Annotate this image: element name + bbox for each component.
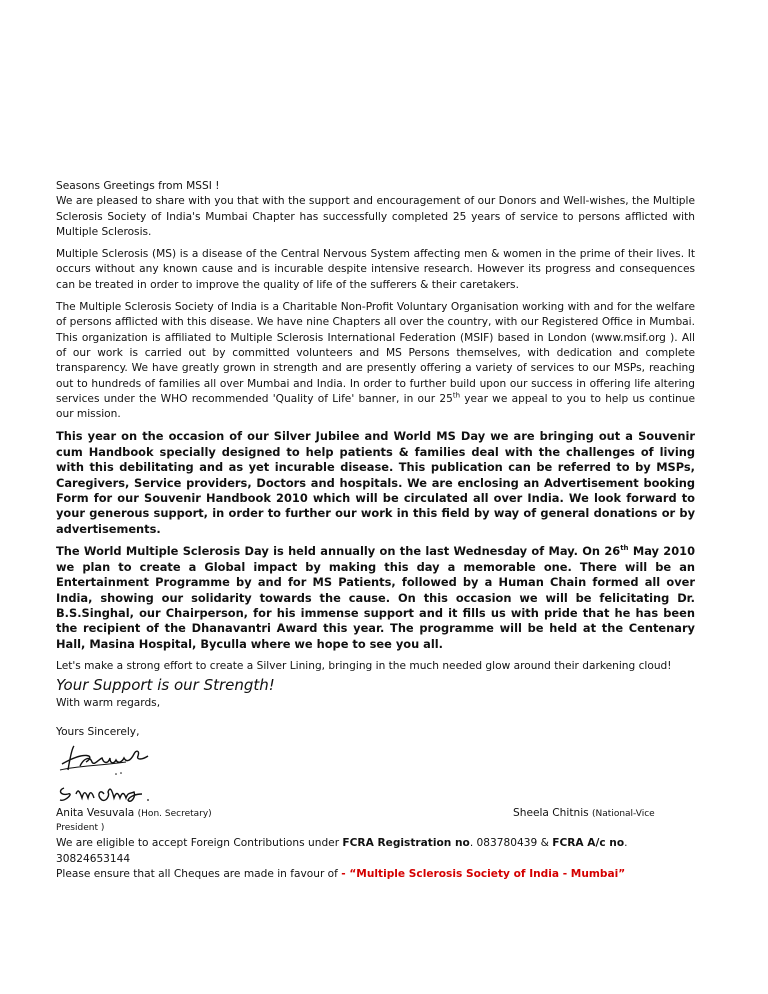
cheque-payee: - “Multiple Sclerosis Society of India - Mumbai”: [341, 867, 626, 880]
signatory-2-role-continued: President ): [56, 823, 105, 834]
signature-vesuvala: [56, 740, 166, 780]
jubilee-paragraph: This year on the occasion of our Silver Jubilee and World MS Day we are bringing out a Souvenir cum Handbook specially designed to help patients & families deal with the challenges of living with this debilitating and as yet incurable disease. This publication can be referred to by MSPs, Caregivers, Service providers, Doctors and hospitals. We are enclosing an Advertisement booking Form for our Souvenir Handbook 2010 which will be circulated all over India. We look forward to your generous support, in order to further our work in this field by way of general donations or by advertisements.: [56, 429, 695, 536]
signature-chitnis: [56, 780, 166, 806]
sincerely: Yours Sincerely,: [56, 725, 140, 738]
silver-lining-paragraph: Let's make a strong effort to create a Silver Lining, bringing in the much needed glow around their darkening cloud!: [56, 660, 672, 673]
signatories-row: [56, 806, 695, 821]
slogan: Your Support is our Strength!: [56, 676, 275, 695]
fcra-line: We are eligible to accept Foreign Contributions under FCRA Registration no. 083780439 & FCRA A/c no. 30824653144: [56, 837, 628, 865]
cheque-line: Please ensure that all Cheques are made in favour of - “Multiple Sclerosis Society of India - Mumbai”: [56, 867, 626, 880]
signatory-1: Anita Vesuvala (Hon. Secretary): [56, 807, 212, 820]
ms-day-paragraph: The World Multiple Sclerosis Day is held annually on the last Wednesday of May. On 26th May 2010 we plan to create a Global impact by making this day a memorable one. There will be an Entertainment Programme by and for MS Patients, followed by a Human Chain formed all over India, showing our solidarity towards the cause. On this occasion we will be felicitating Dr. B.S.Singhal, our Chairperson, for his immense support and it fills us with pride that he has been the recipient of the Dhanavantri Award this year. The programme will be held at the Centenary Hall, Masina Hospital, Byculla where we hope to see you all.: [56, 544, 695, 651]
greeting: Seasons Greetings from MSSI !: [56, 180, 220, 192]
intro-paragraph: We are pleased to share with you that with the support and encouragement of our Donors and Well-wishes, the Multiple Sclerosis Society of India's Mumbai Chapter has successfully completed 25 years of service to persons afflicted with Multiple Sclerosis.: [56, 195, 695, 238]
ms-paragraph: Multiple Sclerosis (MS) is a disease of the Central Nervous System affecting men & women in the prime of their lives. It occurs without any known cause and is incurable despite intensive research. However its progress and consequences can be treated in order to improve the quality of life of the sufferers & their caretakers.: [56, 248, 695, 291]
letter-body: [56, 179, 695, 882]
signatory-2: Sheela Chitnis (National-Vice: [513, 807, 655, 820]
society-paragraph: The Multiple Sclerosis Society of India is a Charitable Non-Profit Voluntary Organisation working with and for the welfare of persons afflicted with this disease. We have nine Chapters all over the country, with our Registered Office in Mumbai. This organization is affiliated to Multiple Sclerosis International Federation (MSIF) based in London (www.msif.org ). All of our work is carried out by committed volunteers and MS Persons themselves, with dedication and complete transparency. We have greatly grown in strength and are presently offering a variety of services to our MSPs, reaching out to hundreds of families all over Mumbai and India. In order to further build upon our success in offering life altering services under the WHO recommended 'Quality of Life' banner, in our 25th year we appeal to you to help us continue our mission.: [56, 301, 695, 421]
regards: With warm regards,: [56, 697, 161, 710]
